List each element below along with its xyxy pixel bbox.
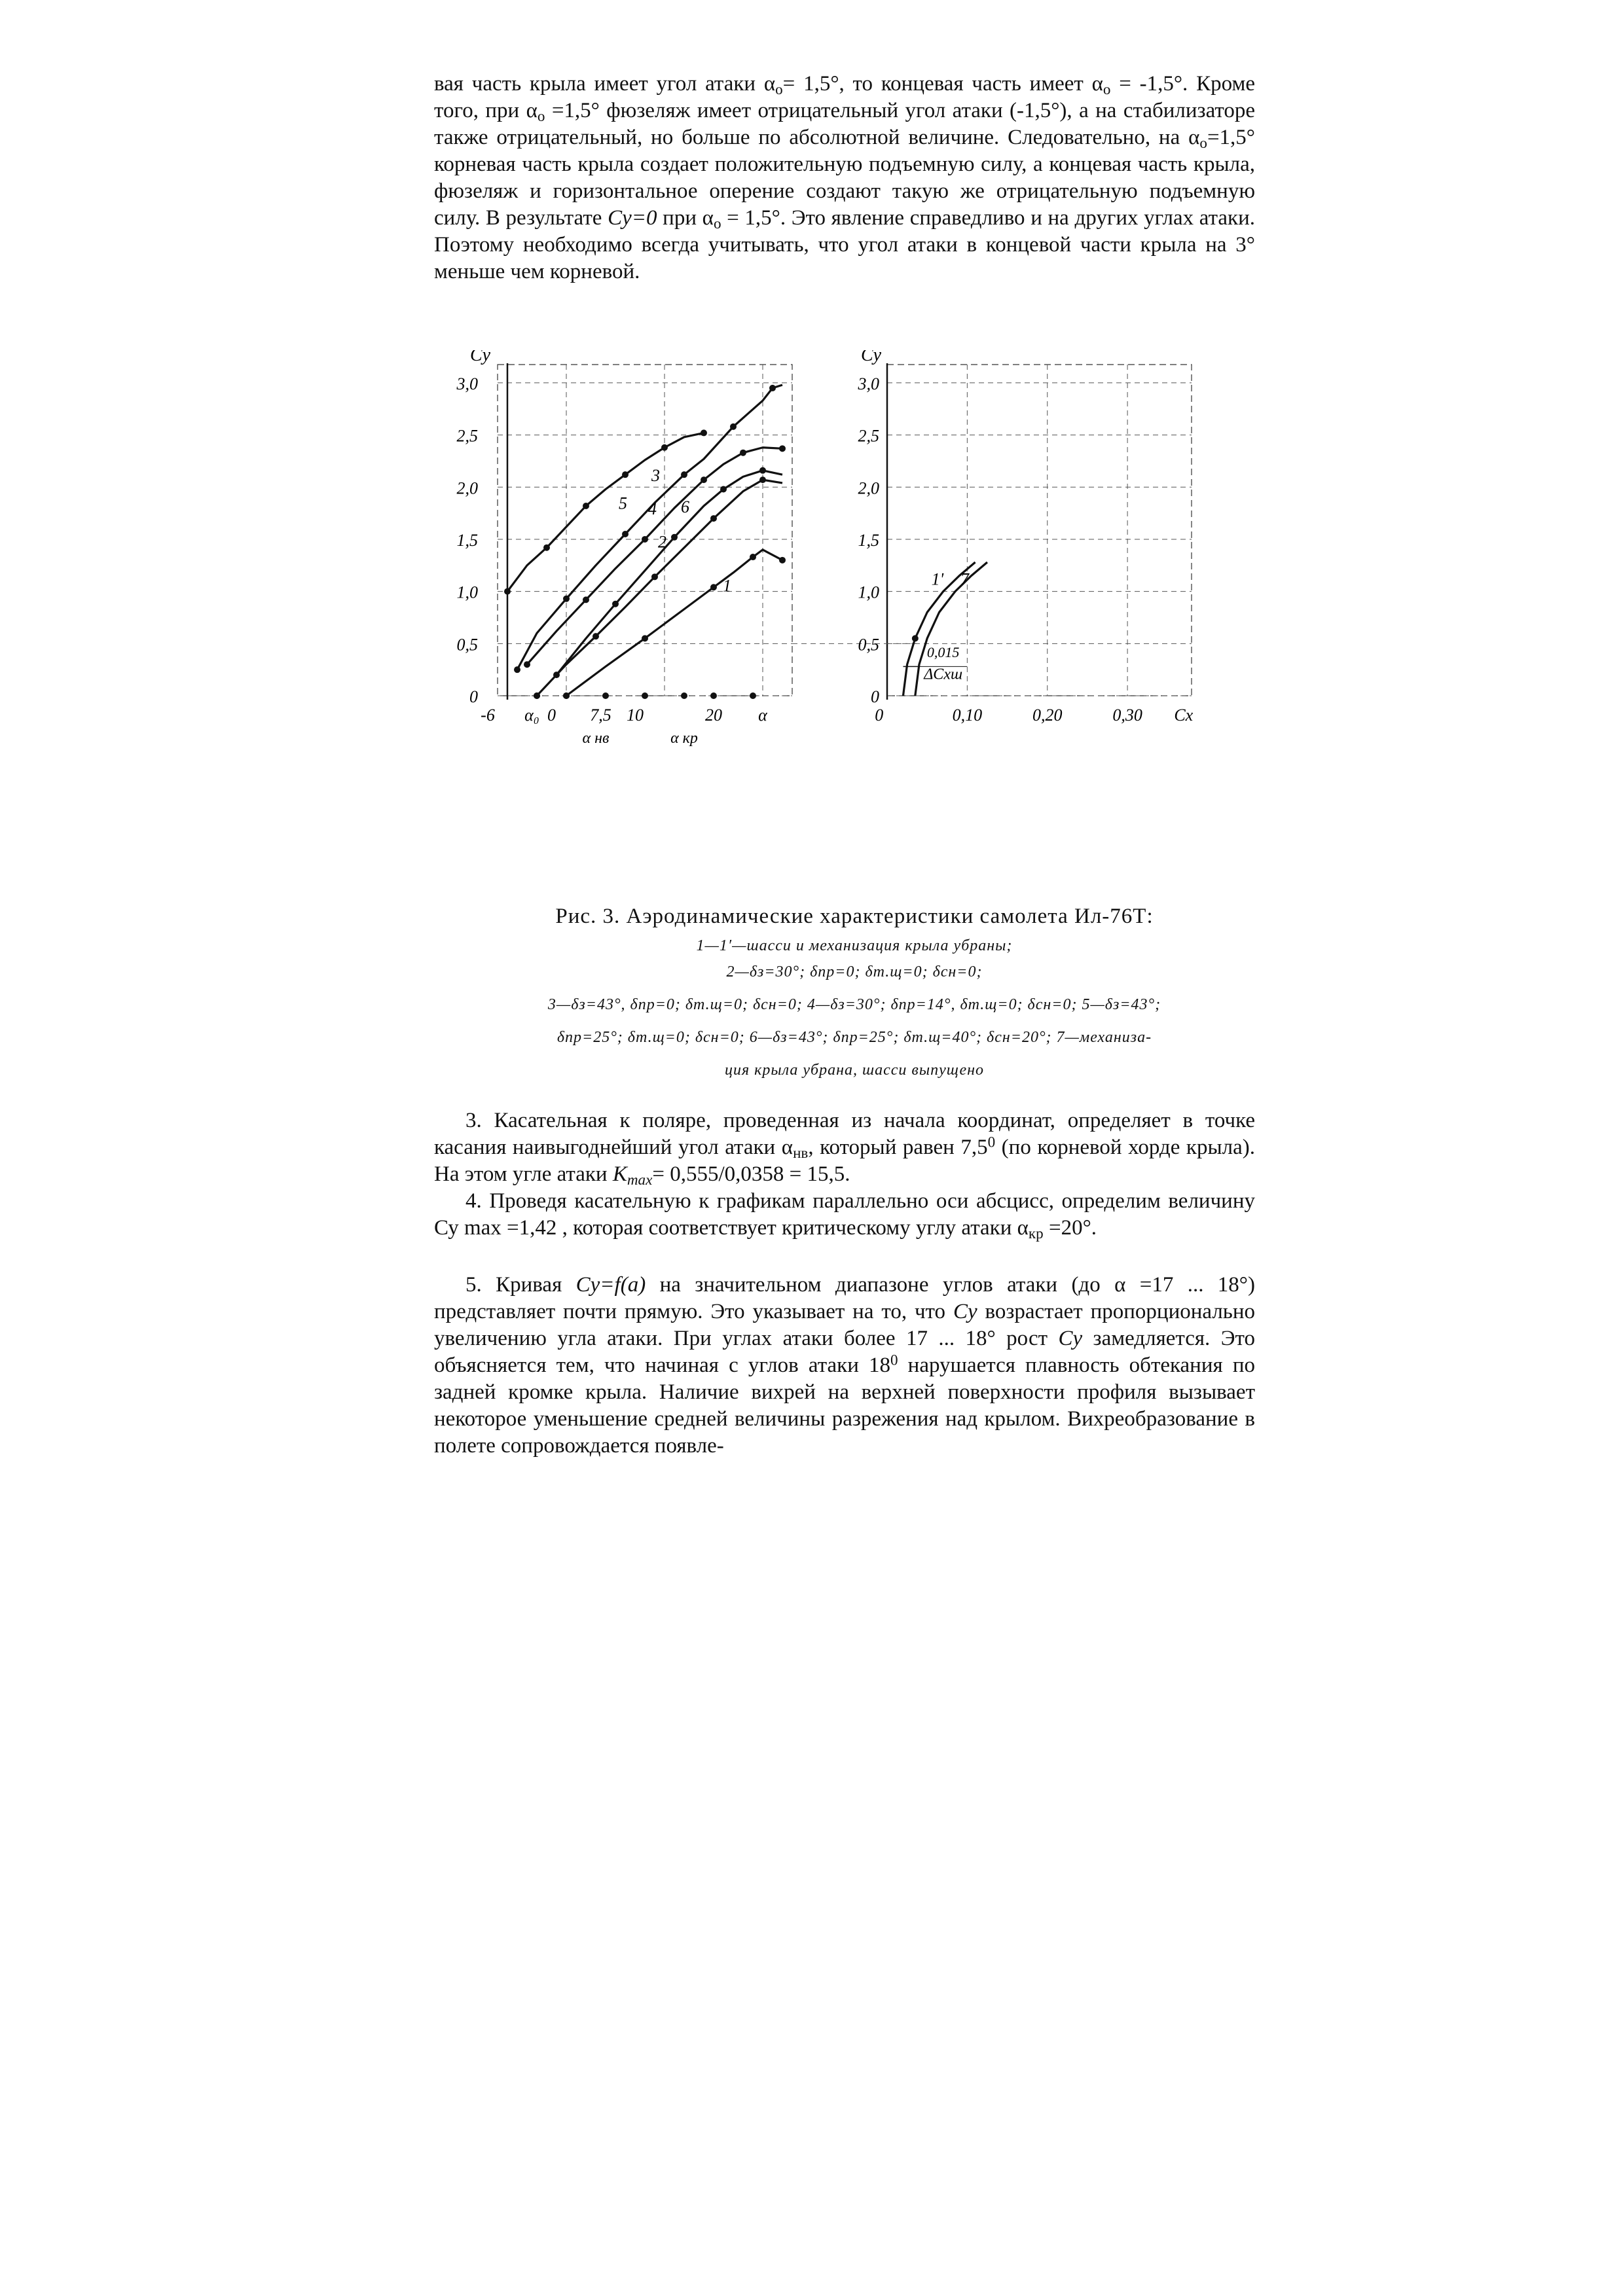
left-series-point-6 — [759, 467, 766, 474]
right-xtick-label: 0,10 — [952, 706, 983, 725]
right-xtick-label: 0,30 — [1112, 706, 1142, 725]
right-series-label-1: 1' — [931, 569, 944, 589]
left-series-point-4 — [740, 450, 746, 456]
left-ytick-label: 3,0 — [456, 374, 478, 393]
left-series-label-2: 2 — [658, 532, 666, 552]
right-annotation-delta-cxsh: ΔCxш — [924, 666, 963, 683]
right-ytick-label: 0 — [871, 687, 879, 706]
left-panel-series — [504, 385, 786, 699]
left-series-point-6 — [553, 672, 560, 678]
chart-svg — [445, 350, 1264, 900]
right-ytick-label: 1,0 — [858, 583, 879, 602]
right-xtick-label: Cx — [1174, 706, 1194, 725]
figure-legend-line-5: ция крыла убрана, шасси выпущено — [724, 1062, 985, 1079]
left-ytick-label: 2,0 — [456, 478, 478, 498]
left-xtick-label: 10 — [627, 706, 644, 725]
left-xtick-label: -6 — [481, 706, 495, 725]
left-series-point-4 — [701, 476, 707, 483]
right-xtick-label: 0 — [875, 706, 884, 725]
left-series-point-4 — [583, 596, 589, 603]
left-series-line-2 — [537, 480, 782, 696]
left-series-point-5 — [504, 588, 511, 595]
left-series-label-1: 1 — [723, 576, 731, 596]
left-xtick-label: 7,5 — [590, 706, 611, 725]
left-series-line-5 — [507, 433, 704, 591]
figure-title: Рис. 3. Аэродинамические характеристики самолета Ил-76Т: — [555, 905, 1154, 928]
right-ytick-label: 0,5 — [858, 635, 879, 655]
right-ytick-label: 3,0 — [858, 374, 879, 393]
figure-legend-line-2: 2—δз=30°; δпр=0; δт.щ=0; δсн=0; — [726, 963, 983, 980]
right-ytick-label: 2,5 — [858, 426, 879, 446]
left-series-point-4 — [524, 661, 530, 668]
left-series-point-2 — [651, 573, 658, 580]
left-series-point-3 — [769, 385, 776, 391]
left-xtick-label: 0 — [547, 706, 556, 725]
left-series-label-4: 4 — [648, 499, 657, 519]
left-series-point-3 — [514, 666, 520, 673]
left-zero-point — [710, 692, 717, 699]
left-series-point-4 — [779, 445, 786, 452]
left-zero-point — [534, 692, 540, 699]
right-ytick-label: 1,5 — [858, 530, 879, 550]
left-xtick-label: α₀ — [524, 706, 539, 725]
paragraph-1: вая часть крыла имеет угол атаки $\alpha_о= 1,5^\circ$, то концевая часть имеет $\alpha_о = -1,5^\circ$. Кроме того, при $\alpha_о =1,5^\circ$ фюзеляж имеет отрицательный угол атаки (-1,5°), а на стабилизаторе также отрицательный, но больше по абсолютной величине. Следовательно, на $\alpha_о=1,5^\circ$ корневая часть крыла создает положительную подъемную силу, а концевая часть крыла, фюзеляж и горизонтальное оперение создают такую же отрицательную подъемную силу. В результате Су=0 при $\alpha_о = 1,5^\circ$. Это явление справедливо и на других углах атаки. Поэтому необходимо всегда учитывать, что угол атаки в концевой части крыла на 3° меньше чем корневой. — [434, 72, 1256, 283]
left-ytick-label: 1,0 — [456, 583, 478, 602]
paragraph-3: 3. Касательная к поляре, проведенная из начала координат, определяет в точке касания наивыгоднейший угол атаки $\alpha_{нв}$, который равен $7,5^0$ (по корневой хорде крыла). На этом угле атаки $K_{max}= 0,555/0,0358 = 15,5$. — [434, 1109, 1255, 1188]
left-series-label-3: 3 — [651, 466, 660, 486]
left-xnote-alpha-kr: α кр — [670, 730, 698, 747]
figure-legend-line-4: δпр=25°; δт.щ=0; δсн=0; 6—δз=43°; δпр=25°; δт.щ=40°; δсн=20°; 7—механиза- — [556, 1029, 1152, 1046]
left-series-point-1 — [750, 554, 756, 560]
figure-aero-characteristics — [445, 350, 1264, 900]
left-xtick-label: α — [758, 706, 767, 725]
left-zero-point — [563, 692, 570, 699]
left-series-point-6 — [671, 534, 678, 541]
left-series-point-3 — [730, 423, 737, 430]
left-series-point-4 — [642, 536, 648, 543]
figure-legend-line-3: 3—δз=43°, δпр=0; δт.щ=0; δсн=0; 4—δз=30°; δпр=14°, δт.щ=0; δсн=0; 5—δз=43°; — [547, 996, 1161, 1013]
right-panel-grid — [792, 363, 1192, 700]
left-xtick-label: 20 — [705, 706, 722, 725]
left-series-point-1 — [642, 635, 648, 641]
right-panel-labels — [858, 350, 1194, 725]
left-series-point-1 — [710, 584, 717, 590]
left-series-point-6 — [612, 601, 619, 607]
left-series-point-2 — [710, 515, 717, 522]
left-ytick-label: 0 — [469, 687, 478, 706]
left-series-line-3 — [517, 385, 782, 670]
left-zero-point — [750, 692, 756, 699]
left-xnote-alpha-nv: α нв — [582, 730, 610, 747]
left-zero-point — [602, 692, 609, 699]
left-series-point-5 — [583, 503, 589, 509]
left-zero-point — [681, 692, 687, 699]
right-series-point — [912, 635, 919, 641]
right-ytick-label: 2,0 — [858, 478, 879, 498]
left-ylabel: Cy — [470, 350, 491, 365]
left-series-point-2 — [759, 476, 766, 483]
left-series-point-3 — [681, 471, 687, 478]
left-series-point-2 — [593, 633, 599, 639]
left-series-point-5 — [622, 471, 629, 478]
right-xtick-label: 0,20 — [1032, 706, 1063, 725]
left-ytick-label: 1,5 — [456, 530, 478, 550]
paragraph-4: 4. Проведя касательную к графикам параллельно оси абсцисс, определим величину Су max =1,42 , которая соответствует критическому углу атаки $\alpha_{кр} =20^\circ$. — [434, 1189, 1255, 1242]
left-series-point-5 — [661, 444, 668, 451]
left-series-label-6: 6 — [681, 497, 689, 516]
left-series-label-5: 5 — [619, 493, 627, 513]
left-series-point-6 — [720, 486, 727, 492]
left-series-point-3 — [622, 531, 629, 537]
figure-legend-line-1: 1—1′—шасси и механизация крыла убраны; — [696, 937, 1013, 954]
right-annotation-0015: 0,015 — [926, 644, 960, 661]
left-zero-point — [642, 692, 648, 699]
left-ytick-label: 0,5 — [456, 635, 478, 655]
right-ylabel: Cy — [861, 350, 882, 365]
left-series-point-1 — [779, 557, 786, 564]
left-ytick-label: 2,5 — [456, 426, 478, 446]
right-series-label-2: 7 — [960, 569, 970, 589]
left-series-point-3 — [563, 596, 570, 602]
left-series-point-5 — [543, 545, 550, 551]
paragraph-5: 5. Кривая Су=f(а) на значительном диапазоне углов атаки (до α =17 ... 18°) представляет почти прямую. Это указывает на то, что Су возрастает пропорционально увеличению угла атаки. При углах атаки более 17 ... 18° рост Су замедляется. Это объясняется тем, что начиная с углов атаки $18^0$ нарушается плавность обтекания по задней кромке крыла. Наличие вихрей на верхней поверхности профиля вызывает некоторое уменьшение средней величины разрежения над крылом. Вихреобразование в полете сопровождается появле- — [434, 1273, 1256, 1458]
left-series-point-5 — [701, 429, 707, 436]
